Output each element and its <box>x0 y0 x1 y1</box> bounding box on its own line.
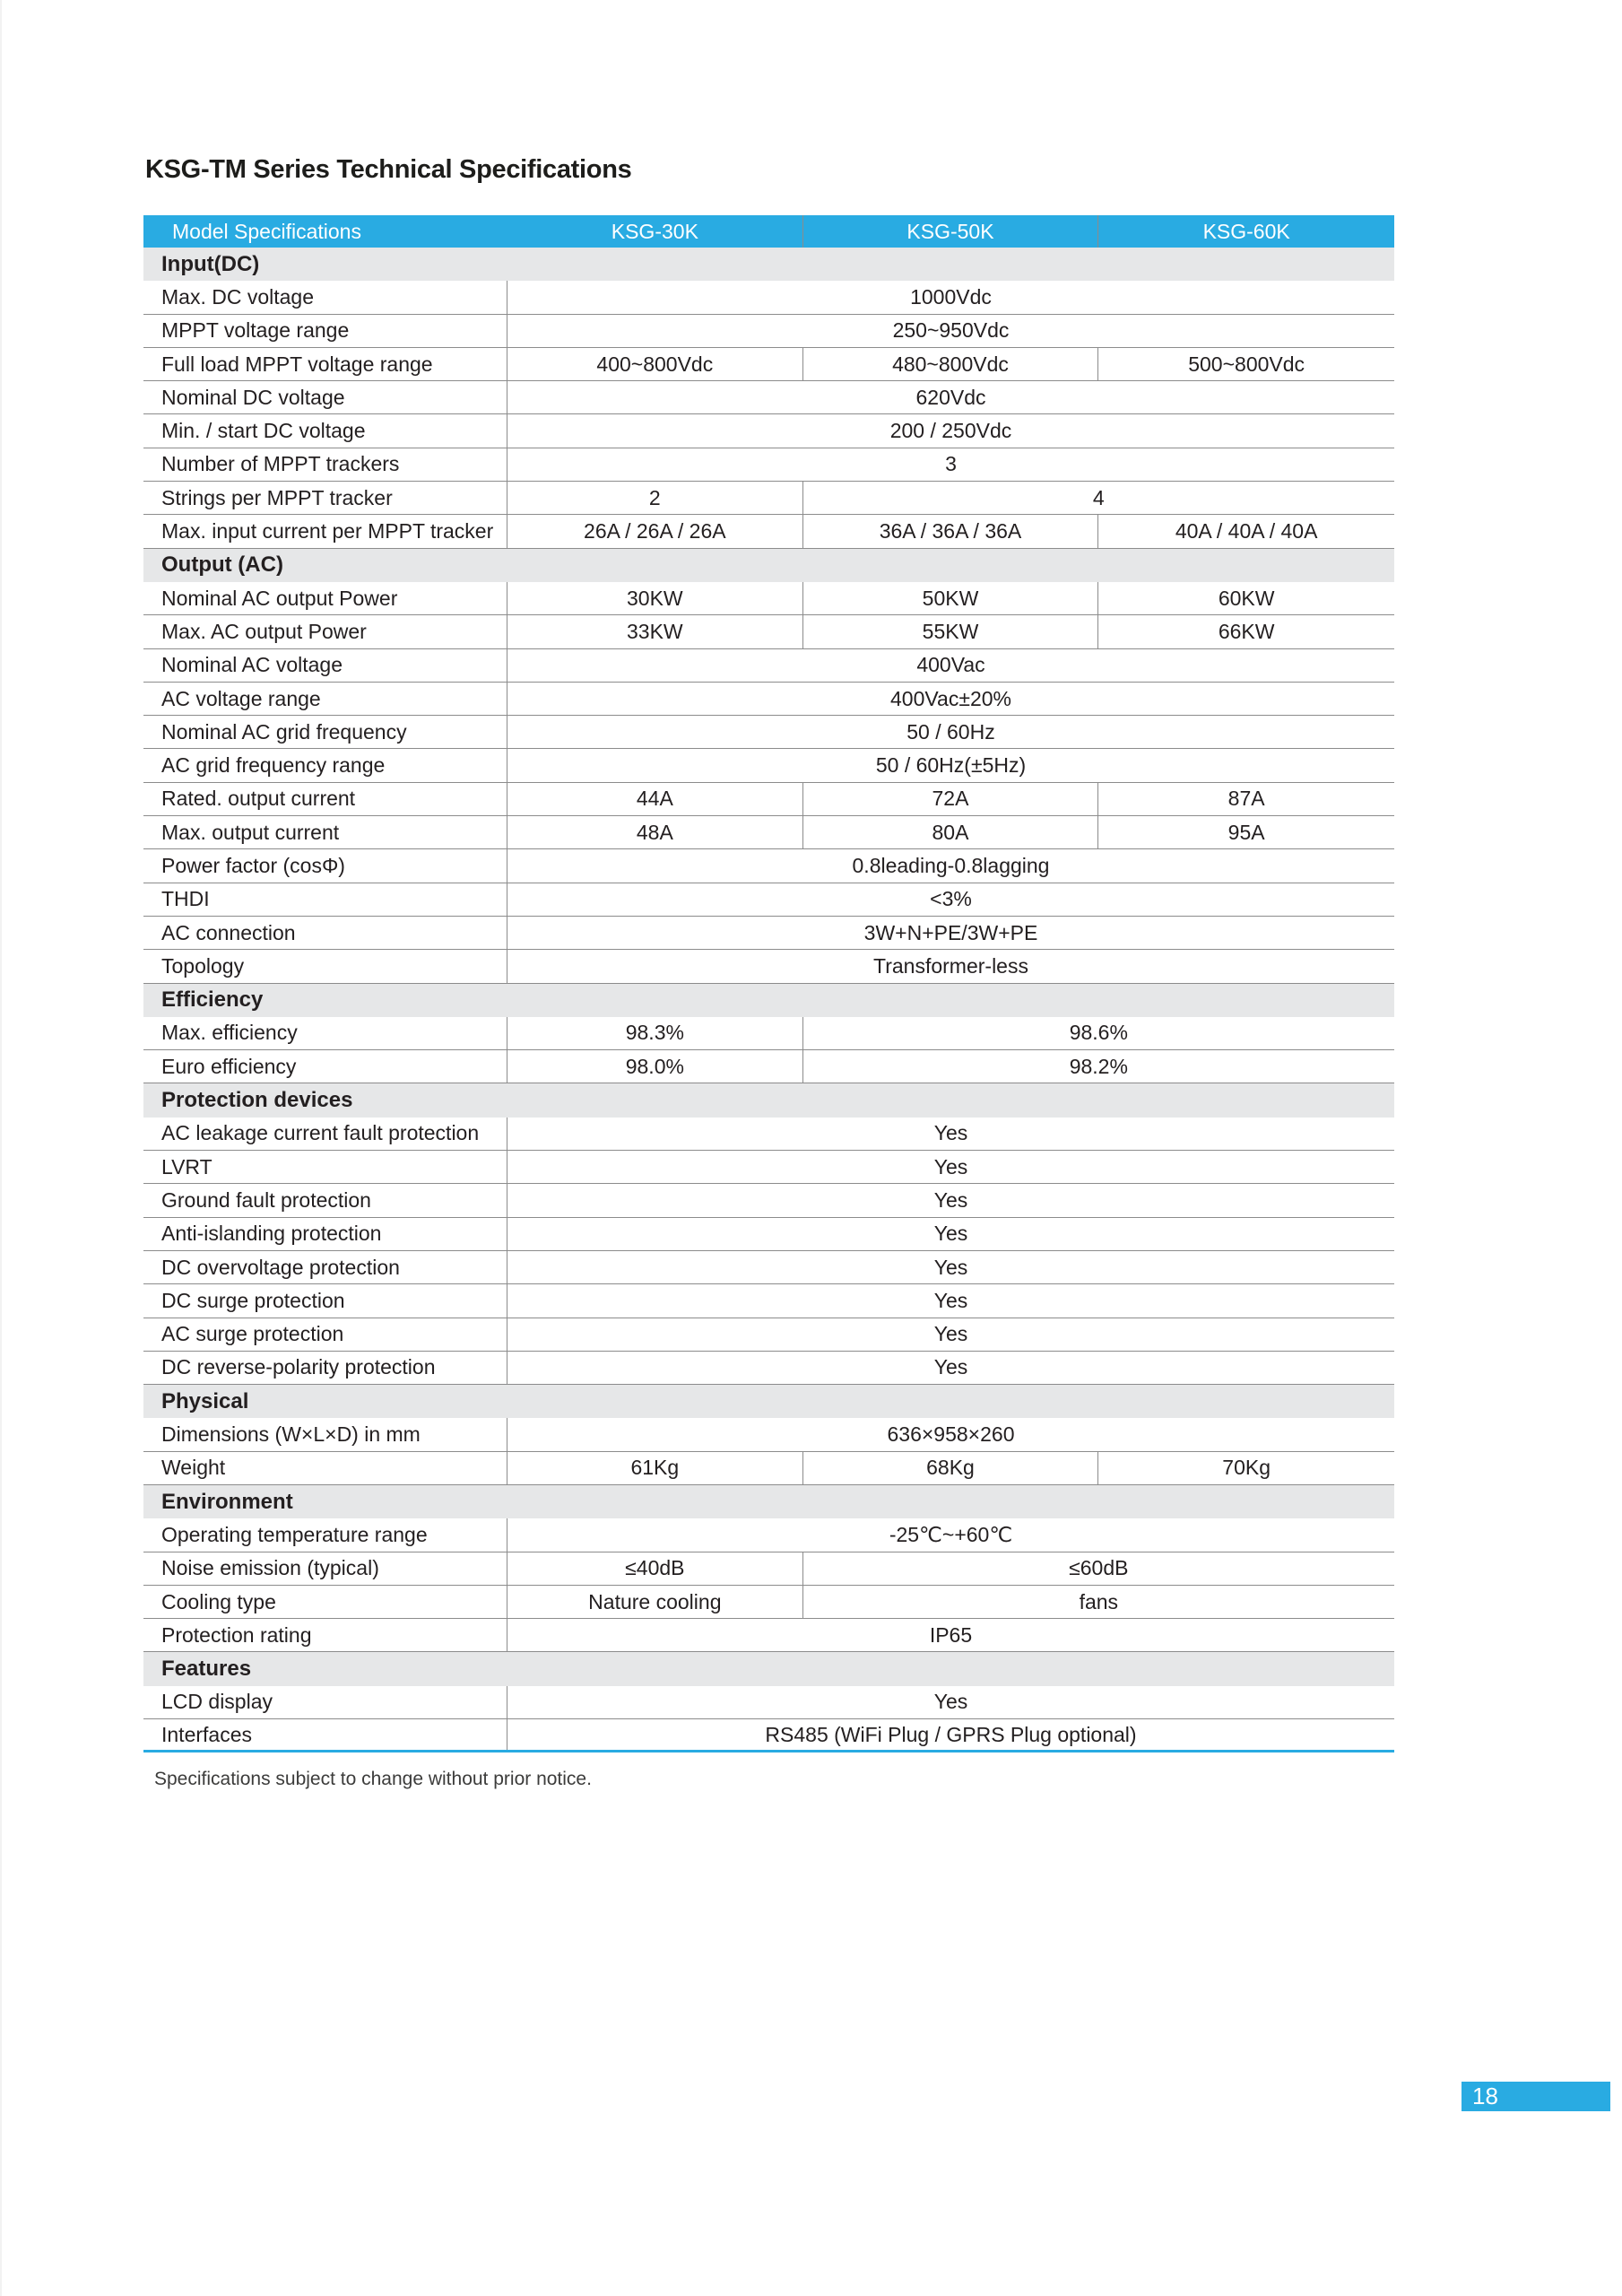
section-title: Output (AC) <box>161 552 283 578</box>
spec-value: 98.0% <box>507 1050 803 1083</box>
spec-value: Yes <box>933 1288 968 1312</box>
header-label: Model Specifications <box>172 219 361 243</box>
spec-value: Yes <box>933 1690 968 1714</box>
table-header-row <box>143 215 1394 248</box>
spec-value: 2 <box>507 482 803 514</box>
spec-row <box>143 1586 1394 1619</box>
spec-value: IP65 <box>929 1622 973 1647</box>
spec-value: 50 / 60Hz <box>906 719 995 744</box>
spec-label: Max. AC output Power <box>143 615 507 648</box>
spec-value: <3% <box>930 887 972 911</box>
spec-value: RS485 (WiFi Plug / GPRS Plug optional) <box>765 1722 1137 1746</box>
spec-label: Weight <box>143 1452 507 1484</box>
spec-label: Ground fault protection <box>143 1184 507 1216</box>
spec-label: AC grid frequency range <box>143 749 507 781</box>
page-title: KSG-TM Series Technical Specifications <box>145 155 632 185</box>
section-header-row <box>143 248 1394 281</box>
spec-label: Anti-islanding protection <box>143 1218 507 1250</box>
page-number: 18 <box>1472 2083 1498 2109</box>
spec-row <box>143 482 1394 515</box>
spec-label: Nominal AC output Power <box>143 582 507 614</box>
spec-value: Yes <box>933 1154 968 1178</box>
spec-label: Strings per MPPT tracker <box>143 482 507 514</box>
spec-label: Max. output current <box>143 816 507 848</box>
spec-label: THDI <box>143 883 507 916</box>
section-title: Environment <box>161 1489 293 1514</box>
spec-label: Nominal AC voltage <box>143 649 507 682</box>
spec-value: 50KW <box>803 582 1099 614</box>
spec-row <box>143 683 1394 716</box>
spec-label: MPPT voltage range <box>143 315 507 347</box>
spec-row <box>143 1686 1394 1719</box>
spec-label: LCD display <box>143 1686 507 1718</box>
spec-row <box>143 883 1394 917</box>
section-header-row <box>143 1083 1394 1117</box>
spec-value: 36A / 36A / 36A <box>803 515 1099 547</box>
spec-value: 48A <box>507 816 803 848</box>
spec-label: Cooling type <box>143 1586 507 1618</box>
spec-table <box>143 215 1394 1752</box>
spec-value: 1000Vdc <box>910 284 992 309</box>
spec-label: Noise emission (typical) <box>143 1552 507 1585</box>
spec-row <box>143 1518 1394 1552</box>
spec-value: 250~950Vdc <box>892 318 1010 343</box>
spec-label: DC surge protection <box>143 1284 507 1317</box>
spec-value: Yes <box>933 1187 968 1212</box>
spec-value: Nature cooling <box>507 1586 803 1618</box>
spec-row <box>143 1017 1394 1050</box>
spec-value: 200 / 250Vdc <box>889 419 1012 443</box>
spec-value: 636×958×260 <box>887 1422 1015 1447</box>
spec-label: AC voltage range <box>143 683 507 715</box>
spec-row <box>143 1452 1394 1485</box>
spec-value: ≤60dB <box>1069 1556 1129 1580</box>
spec-row <box>143 1050 1394 1083</box>
spec-value: 87A <box>1227 787 1265 811</box>
spec-value: Yes <box>933 1121 968 1145</box>
section-title: Efficiency <box>161 987 264 1013</box>
section-header-row <box>143 1652 1394 1685</box>
page-edge-line <box>0 0 2 2296</box>
spec-row <box>143 448 1394 482</box>
spec-value: 60KW <box>1218 586 1275 610</box>
spec-row <box>143 582 1394 615</box>
header-model-ksg-30k: KSG-30K <box>507 215 803 248</box>
spec-row <box>143 849 1394 883</box>
spec-value: ≤40dB <box>507 1552 803 1585</box>
spec-value: 55KW <box>803 615 1099 648</box>
spec-value: 400Vac±20% <box>890 686 1011 710</box>
spec-value: -25℃~+60℃ <box>889 1522 1013 1546</box>
spec-row <box>143 1218 1394 1251</box>
spec-label: LVRT <box>143 1151 507 1183</box>
spec-label: Min. / start DC voltage <box>143 414 507 447</box>
spec-row <box>143 1151 1394 1184</box>
spec-label: Max. efficiency <box>143 1017 507 1049</box>
spec-label: DC overvoltage protection <box>143 1251 507 1283</box>
spec-row <box>143 1284 1394 1318</box>
spec-value: 400Vac <box>916 653 985 677</box>
section-header-row <box>143 1485 1394 1518</box>
spec-label: AC surge protection <box>143 1318 507 1351</box>
spec-row <box>143 414 1394 448</box>
spec-row <box>143 1352 1394 1385</box>
spec-value: 98.6% <box>1069 1021 1128 1045</box>
spec-row <box>143 917 1394 950</box>
spec-value: 44A <box>507 783 803 815</box>
header-model-ksg-60k: KSG-60K <box>1202 219 1290 243</box>
spec-value: 40A / 40A / 40A <box>1175 519 1318 544</box>
spec-row <box>143 1251 1394 1284</box>
spec-label: Power factor (cosΦ) <box>143 849 507 882</box>
spec-label: Operating temperature range <box>143 1518 507 1551</box>
section-header-row <box>143 549 1394 582</box>
spec-row <box>143 716 1394 749</box>
spec-value: 70Kg <box>1222 1456 1271 1480</box>
spec-value: 480~800Vdc <box>803 348 1099 380</box>
spec-value: Yes <box>933 1255 968 1279</box>
spec-row <box>143 1118 1394 1151</box>
section-header-row <box>143 1385 1394 1418</box>
spec-value: Transformer-less <box>873 953 1028 978</box>
spec-value: Yes <box>933 1322 968 1346</box>
spec-row <box>143 816 1394 849</box>
spec-value: 0.8leading-0.8lagging <box>852 853 1050 877</box>
spec-row <box>143 1619 1394 1652</box>
spec-label: Protection rating <box>143 1619 507 1651</box>
page-number-badge <box>1462 2082 1610 2111</box>
spec-value: 95A <box>1227 820 1265 844</box>
spec-label: AC leakage current fault protection <box>143 1118 507 1150</box>
spec-label: Nominal AC grid frequency <box>143 716 507 748</box>
section-header-row <box>143 984 1394 1017</box>
spec-row <box>143 381 1394 414</box>
spec-value: Yes <box>933 1355 968 1379</box>
spec-value: 33KW <box>507 615 803 648</box>
spec-row <box>143 783 1394 816</box>
spec-label: Max. DC voltage <box>143 281 507 313</box>
section-title: Physical <box>161 1388 249 1413</box>
spec-value: 80A <box>803 816 1099 848</box>
spec-label: Full load MPPT voltage range <box>143 348 507 380</box>
spec-value: 500~800Vdc <box>1188 352 1305 376</box>
section-title: Input(DC) <box>161 251 260 276</box>
section-title: Protection devices <box>161 1088 353 1113</box>
spec-value: 4 <box>1092 485 1105 509</box>
spec-label: Max. input current per MPPT tracker <box>143 515 507 547</box>
spec-row <box>143 1184 1394 1217</box>
spec-label: Number of MPPT trackers <box>143 448 507 481</box>
spec-row <box>143 1552 1394 1586</box>
spec-label: AC connection <box>143 917 507 949</box>
spec-value: 400~800Vdc <box>507 348 803 380</box>
spec-label: Interfaces <box>143 1719 507 1750</box>
spec-value: 26A / 26A / 26A <box>507 515 803 547</box>
spec-row <box>143 1318 1394 1352</box>
spec-label: Nominal DC voltage <box>143 381 507 413</box>
header-model-ksg-50k: KSG-50K <box>803 215 1099 248</box>
spec-value: 50 / 60Hz(±5Hz) <box>875 753 1027 778</box>
spec-value: 3 <box>945 452 957 476</box>
spec-value: 30KW <box>507 582 803 614</box>
spec-value: fans <box>1079 1589 1119 1613</box>
spec-label: Dimensions (W×L×D) in mm <box>143 1418 507 1450</box>
spec-row <box>143 950 1394 983</box>
spec-row <box>143 1719 1394 1752</box>
spec-value: 620Vdc <box>915 385 986 409</box>
spec-value: 98.3% <box>507 1017 803 1049</box>
spec-row <box>143 315 1394 348</box>
spec-value: Yes <box>933 1222 968 1246</box>
spec-row <box>143 649 1394 683</box>
spec-value: 72A <box>803 783 1099 815</box>
spec-label: DC reverse-polarity protection <box>143 1352 507 1384</box>
footnote: Specifications subject to change without prior notice. <box>154 1769 592 1789</box>
spec-value: 61Kg <box>507 1452 803 1484</box>
spec-value: 98.2% <box>1069 1054 1128 1078</box>
spec-row <box>143 281 1394 314</box>
spec-row <box>143 615 1394 648</box>
spec-value: 3W+N+PE/3W+PE <box>863 920 1038 944</box>
spec-label: Euro efficiency <box>143 1050 507 1083</box>
spec-row <box>143 1418 1394 1451</box>
spec-row <box>143 749 1394 782</box>
spec-label: Rated. output current <box>143 783 507 815</box>
spec-value: 66KW <box>1218 619 1275 643</box>
spec-row <box>143 515 1394 548</box>
spec-value: 68Kg <box>803 1452 1099 1484</box>
spec-label: Topology <box>143 950 507 982</box>
section-title: Features <box>161 1657 252 1682</box>
spec-row <box>143 348 1394 381</box>
